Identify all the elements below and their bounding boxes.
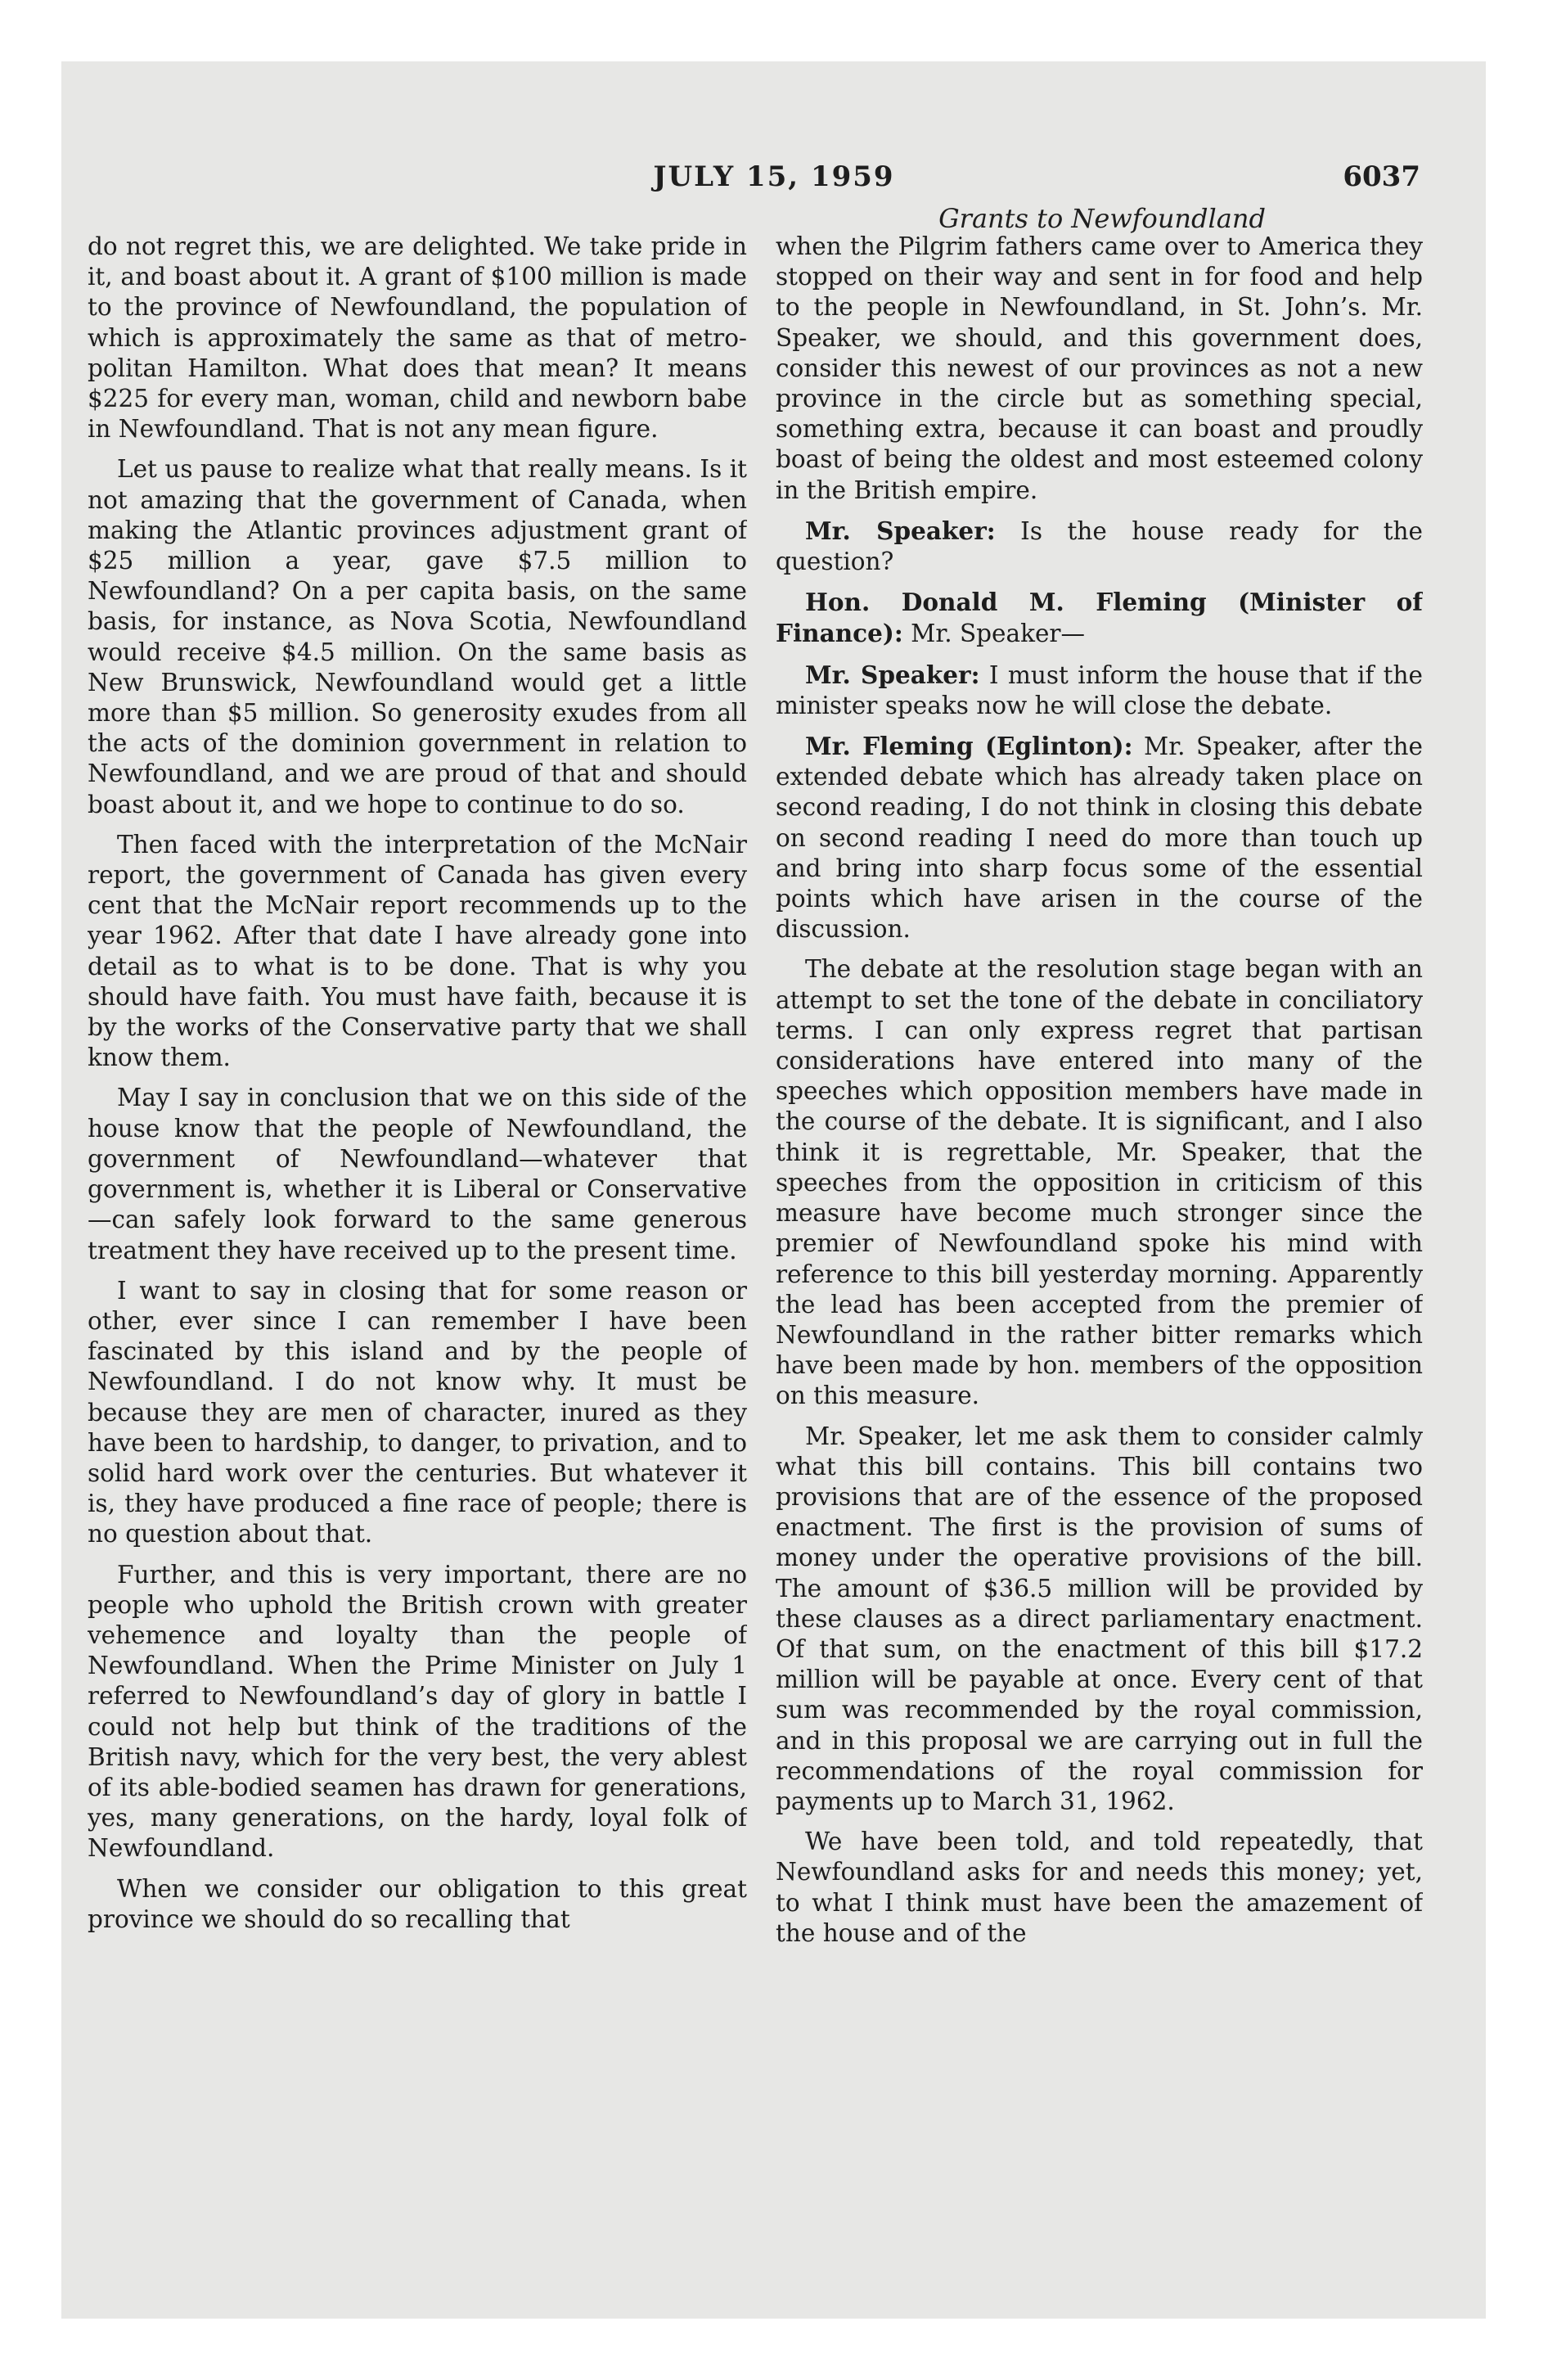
speech-paragraph bbox=[776, 516, 1423, 577]
paragraph: Further, and this is very important, there are no people who uphold the British crown with greater vehemence and loyalty than the people of Newfoundland. When the Prime Minister on July 1 referred to Newfoundland’s day of glory in battle I could not help but think of the traditions of the British navy, which for the very best, the very ablest of its able-bodied seamen has drawn for generations, yes, many generations, on the hardy, loyal folk of Newfoundland. bbox=[88, 1560, 747, 1863]
paragraph: do not regret this, we are delighted. We take pride in it, and boast about it. A grant of $100 million is made to the province of Newfoundland, the population of which is approximately the same as that of metropolitan Hamilton. What does that mean? It means $225 for every man, woman, child and newborn babe in Newfoundland. That is not any mean figure. bbox=[88, 232, 747, 444]
paragraph: When we consider our obligation to this great province we should do so recalling that bbox=[88, 1874, 747, 1933]
speaker-name: Mr. Fleming (Eglinton): bbox=[805, 732, 1133, 761]
paragraph: May I say in conclusion that we on this side of the house know that the people of Newfoundland, the government of Newfoundland—whatever that government is, whether it is Liberal or Conservative—can safely look forward to the same generous treatment they have received up to the present time. bbox=[88, 1084, 747, 1264]
paragraph: I want to say in closing that for some reason or other, ever since I can remember I have been fascinated by this island and by the people of Newfoundland. I do not know why. It must be because they are men of character, inured as they have been to hardship, to danger, to privation, and to solid hard work over the centuries. But whatever it is, they have produced a fine race of people; there is no question about that. bbox=[88, 1276, 747, 1548]
paragraph: We have been told, and told repeatedly, that Newfoundland asks for and needs this money; yet, to what I think must have been the amazement of the house and of the bbox=[776, 1828, 1423, 1947]
speaker-name: Mr. Speaker: bbox=[805, 516, 996, 545]
section-heading: Grants to Newfoundland bbox=[938, 203, 1266, 234]
speech-paragraph bbox=[776, 660, 1423, 721]
page-number: 6037 bbox=[1343, 160, 1420, 193]
speech-paragraph bbox=[776, 587, 1423, 649]
speaker-name: Mr. Speaker: bbox=[805, 660, 980, 689]
right-column bbox=[776, 232, 1423, 2229]
paragraph: Let us pause to realize what that really means. Is it not amazing that the government of Canada, when making the Atlantic provinces adjustment grant of $25 million a year, gave $7.5 million to Newfoundland? On a per capita basis, on the same basis, for instance, as Nova Scotia, Newfoundland would receive $4.5 million. On the same basis as New Brunswick, Newfoundland would get a little more than $5 million. So generosity exudes from all the acts of the dominion government in relation to Newfoundland, and we are proud of that and should boast about it, and we hope to continue to do so. bbox=[88, 455, 747, 818]
speech-text: Is the house ready for the question? bbox=[776, 516, 1423, 576]
paragraph: when the Pilgrim fathers came over to America they stopped on their way and sent in for food and help to the people in Newfoundland, in St. John’s. Mr. Speaker, we should, and this government does, consider this newest of our provinces as not a new province in the circle but as something special, something extra, because it can boast and proudly boast of being the oldest and most esteemed colony in the British empire. bbox=[776, 232, 1423, 504]
page-date: JULY 15, 1959 bbox=[653, 160, 895, 193]
speech-paragraph bbox=[776, 731, 1423, 944]
paragraph: Mr. Speaker, let me ask them to consider calmly what this bill contains. This bill contains two provisions that are of the essence of the proposed enactment. The first is the provision of sums of money under the operative provisions of the bill. The amount of $36.5 million will be provided by these clauses as a direct parliamentary enactment. Of that sum, on the enactment of this bill $17.2 million will be payable at once. Every cent of that sum was recommended by the royal commission, and in this proposal we are carrying out in full the recommendations of the royal commission for payments up to March 31, 1962. bbox=[776, 1422, 1423, 1815]
paragraph: Then faced with the interpretation of the McNair report, the government of Canada has given every cent that the McNair report recommends up to the year 1962. After that date I have already gone into detail as to what is to be done. That is why you should have faith. You must have faith, because it is by the works of the Conservative party that we shall know them. bbox=[88, 830, 747, 1072]
speaker-name: Hon. Donald M. Fleming (Minister of Finance): bbox=[776, 588, 1423, 648]
speech-text: Mr. Speaker— bbox=[902, 620, 1086, 648]
left-column bbox=[88, 232, 747, 2229]
paragraph: The debate at the resolution stage began with an attempt to set the tone of the debate in conciliatory terms. I can only express regret that partisan considerations have entered into many of the speeches which opposition members have made in the course of the debate. It is significant, and I also think it is regrettable, Mr. Speaker, that the speeches from the opposition in criticism of this measure have become much stronger since the premier of Newfoundland spoke his mind with reference to this bill yesterday morning. Apparently the lead has been accepted from the premier of Newfoundland in the rather bitter remarks which have been made by hon. members of the opposition on this measure. bbox=[776, 955, 1423, 1410]
speech-text: Mr. Speaker, after the extended debate which has already taken place on second reading, I do not think in closing this debate on second reading I need do more than touch up and bring into sharp focus some of the essential points which have arisen in the course of the discussion. bbox=[776, 732, 1423, 944]
speech-text: I must inform the house that if the minister speaks now he will close the debate. bbox=[776, 660, 1423, 719]
